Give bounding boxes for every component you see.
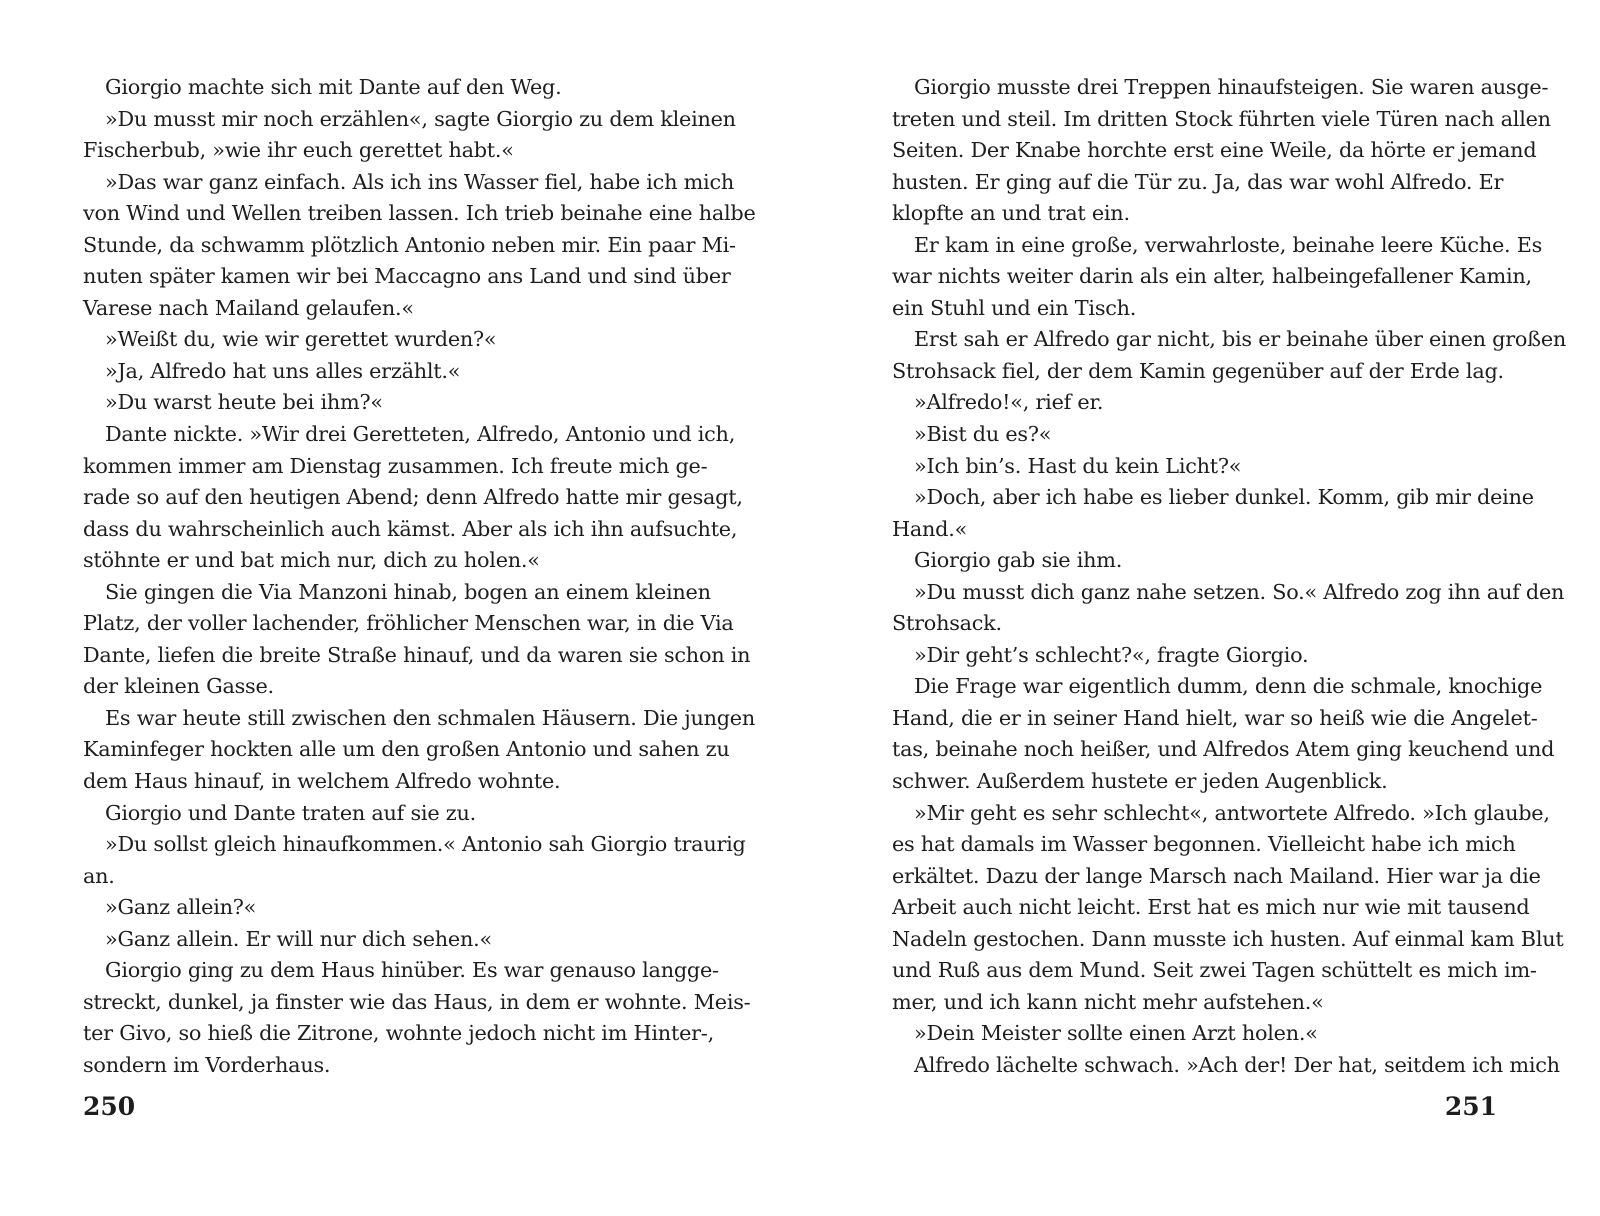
text-line: war nichts weiter darin als ein alter, halbeingefallener Kamin, [892,264,1532,289]
text-line: mer, und ich kann nicht mehr aufstehen.« [892,989,1324,1014]
text-line: »Ganz allein?« [105,895,257,920]
text-line: Platz, der voller lachender, fröhlicher Menschen war, in die Via [83,611,734,636]
text-line: Giorgio und Dante traten auf sie zu. [105,800,476,825]
text-line: Giorgio gab sie ihm. [914,548,1123,573]
text-line: Giorgio machte sich mit Dante auf den Weg. [105,75,562,99]
text-line: Erst sah er Alfredo gar nicht, bis er beinahe über einen großen [914,327,1567,352]
text-line: tas, beinahe noch heißer, und Alfredos Atem ging keuchend und [892,737,1555,762]
text-line: Giorgio ging zu dem Haus hinüber. Es war genauso langge- [105,958,719,983]
page-number-right: 251 [1444,1092,1497,1121]
text-line: Nadeln gestochen. Dann musste ich husten. Auf einmal kam Blut [892,926,1564,951]
text-line: »Dir geht’s schlecht?«, fragte Giorgio. [914,642,1309,667]
text-line: »Du sollst gleich hinaufkommen.« Antonio sah Giorgio traurig [105,832,746,857]
right-page-text [892,72,1567,1082]
text-line: Er kam in eine große, verwahrloste, beinahe leere Küche. Es [914,232,1543,257]
text-line: »Doch, aber ich habe es lieber dunkel. Komm, gib mir deine [914,485,1534,510]
text-line: husten. Er ging auf die Tür zu. Ja, das war wohl Alfredo. Er [892,169,1504,194]
text-line: schwer. Außerdem hustete er jeden Augenblick. [892,769,1388,794]
text-line: Varese nach Mailand gelaufen.« [83,295,414,320]
text-line: Fischerbub, »wie ihr euch gerettet habt.« [83,138,514,163]
text-line: Seiten. Der Knabe horchte erst eine Weile, da hörte er jemand [892,138,1537,163]
text-line: ter Givo, so hieß die Zitrone, wohnte jedoch nicht im Hinter-, [83,1021,714,1046]
text-line: »Ganz allein. Er will nur dich sehen.« [105,926,492,951]
text-line: Hand.« [892,516,968,541]
text-line: »Du musst mir noch erzählen«, sagte Giorgio zu dem kleinen [105,106,736,131]
text-line: Alfredo lächelte schwach. »Ach der! Der hat, seitdem ich mich [914,1052,1560,1077]
text-line: Strohsack fiel, der dem Kamin gegenüber auf der Erde lag. [892,358,1504,383]
text-line: kommen immer am Dienstag zusammen. Ich freute mich ge- [83,453,708,478]
text-line: Sie gingen die Via Manzoni hinab, bogen an einem kleinen [105,579,711,604]
text-line: »Mir geht es sehr schlecht«, antwortete Alfredo. »Ich glaube, [914,800,1550,825]
text-line: Dante nickte. »Wir drei Geretteten, Alfredo, Antonio und ich, [105,422,736,447]
text-line: und Ruß aus dem Mund. Seit zwei Tagen schüttelt es mich im- [892,958,1537,983]
text-line: »Bist du es?« [914,422,1052,447]
text-line: Die Frage war eigentlich dumm, denn die schmale, knochige [914,674,1543,699]
text-line: Hand, die er in seiner Hand hielt, war so heiß wie die Angelet- [892,705,1538,730]
text-line: »Du warst heute bei ihm?« [105,390,383,415]
text-line: »Dein Meister sollte einen Arzt holen.« [914,1021,1318,1046]
text-line: Stunde, da schwamm plötzlich Antonio neben mir. Ein paar Mi- [83,232,736,257]
text-line: rade so auf den heutigen Abend; denn Alfredo hatte mir gesagt, [83,485,743,510]
text-line: Kaminfeger hockten alle um den großen Antonio und sahen zu [83,737,730,762]
text-line: an. [83,863,115,888]
text-line: Dante, liefen die breite Straße hinauf, und da waren sie schon in [83,642,751,667]
text-line: sondern im Vorderhaus. [83,1052,331,1077]
text-line: Es war heute still zwischen den schmalen Häusern. Die jungen [105,705,756,730]
text-line: ein Stuhl und ein Tisch. [892,295,1137,320]
text-line: »Weißt du, wie wir gerettet wurden?« [105,327,497,352]
text-line: dass du wahrscheinlich auch kämst. Aber als ich ihn aufsuchte, [83,516,738,541]
text-line: nuten später kamen wir bei Maccagno ans Land und sind über [83,264,731,289]
text-line: »Du musst dich ganz nahe setzen. So.« Alfredo zog ihn auf den [914,579,1565,604]
text-line: klopfte an und trat ein. [892,201,1130,226]
text-line: Arbeit auch nicht leicht. Erst hat es mich nur wie mit tausend [892,895,1530,920]
text-line: Strohsack. [892,611,1002,636]
text-line: »Ich bin’s. Hast du kein Licht?« [914,453,1242,478]
text-line: »Das war ganz einfach. Als ich ins Wasser fiel, habe ich mich [105,169,734,194]
text-line: »Alfredo!«, rief er. [914,390,1104,415]
text-line: es hat damals im Wasser begonnen. Vielleicht habe ich mich [892,832,1516,857]
text-line: streckt, dunkel, ja finster wie das Haus, in dem er wohnte. Meis- [83,989,751,1014]
page-number-left: 250 [83,1092,136,1121]
text-line: erkältet. Dazu der lange Marsch nach Mailand. Hier war ja die [892,863,1541,888]
text-line: von Wind und Wellen treiben lassen. Ich trieb beinahe eine halbe [83,201,756,226]
text-line: dem Haus hinauf, in welchem Alfredo wohnte. [83,769,561,794]
text-line: Giorgio musste drei Treppen hinaufsteigen. Sie waren ausge- [914,75,1549,99]
text-line: der kleinen Gasse. [83,674,274,699]
text-line: treten und steil. Im dritten Stock führten viele Türen nach allen [892,106,1551,131]
text-line: »Ja, Alfredo hat uns alles erzählt.« [105,358,461,383]
text-line: stöhnte er und bat mich nur, dich zu holen.« [83,548,540,573]
left-page-text [83,72,756,1082]
